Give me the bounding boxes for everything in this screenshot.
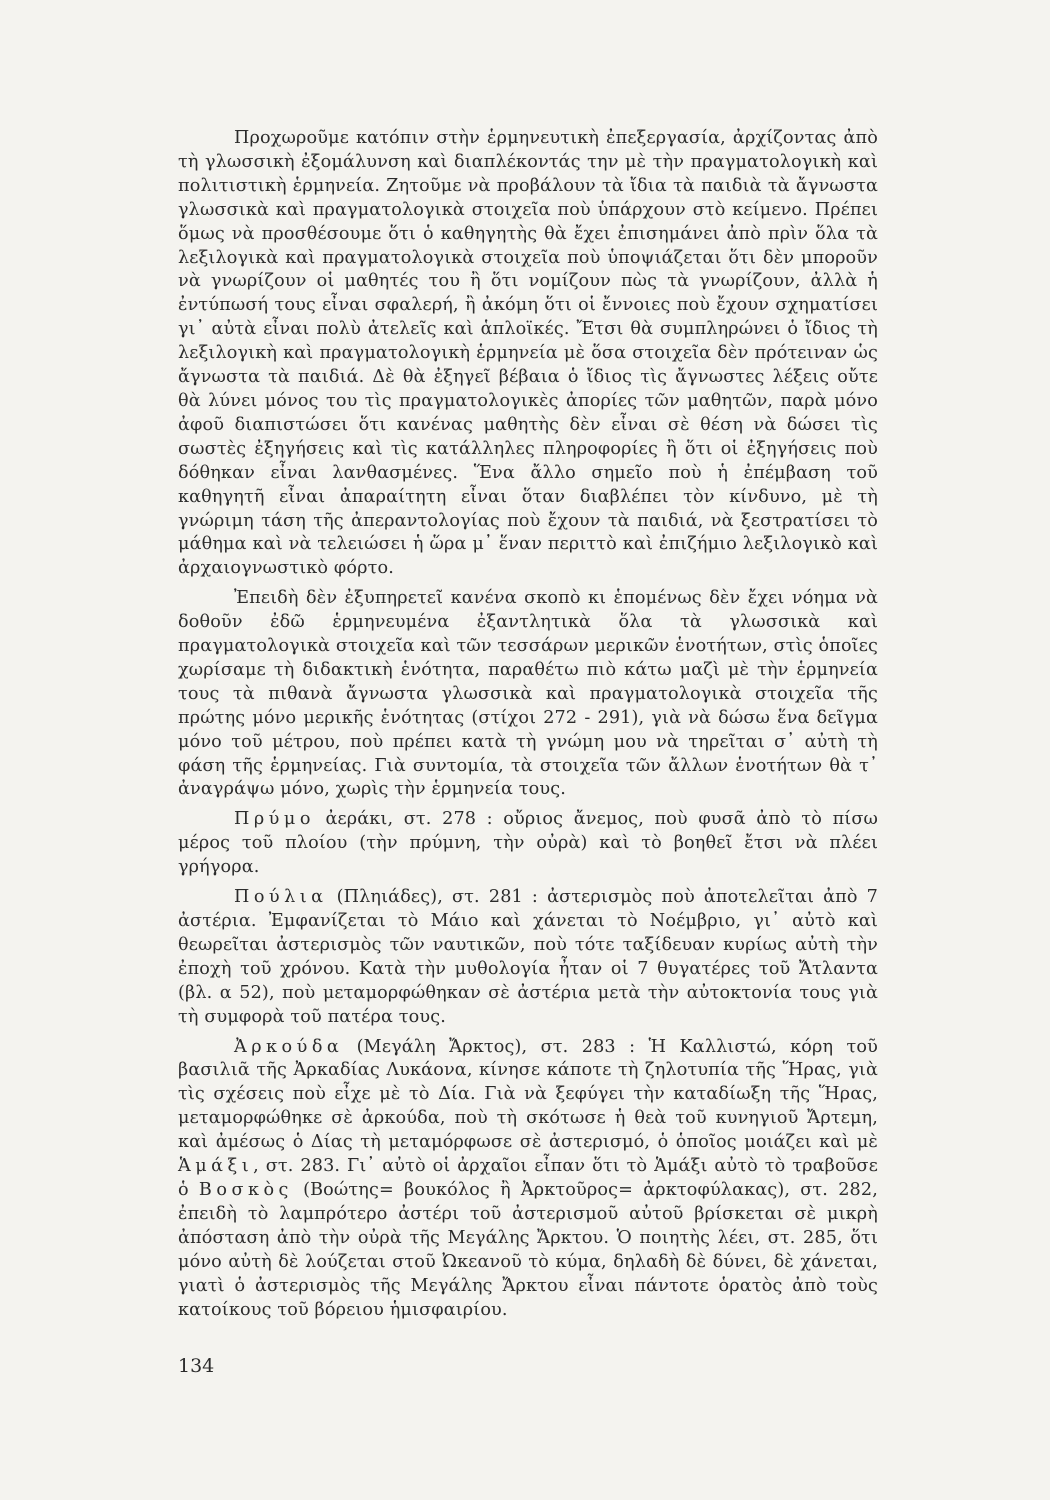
body-text bbox=[178, 127, 878, 1322]
glossary-entry-prymo bbox=[178, 808, 878, 880]
glossary-term: Πούλια bbox=[234, 887, 328, 908]
paragraph-interpretation: Προχωροῦμε κατόπιν στὴν ἑρμηνευτικὴ ἐπεξεργασία, ἀρχίζοντας ἀπὸ τὴ γλωσσικὴ ἐξομάλυνση καὶ διαπλέκοντάς την μὲ τὴν πραγματολογικὴ καὶ πολιτιστικὴ ἑρμηνεία. Ζητοῦμε νὰ προβάλουν τὰ ἴδια τὰ παιδιὰ τὰ ἄγνωστα γλωσσικὰ καὶ πραγματολογικὰ στοιχεῖα ποὺ ὑπάρχουν στὸ κείμενο. Πρέπει ὅμως νὰ προσθέσουμε ὅτι ὁ καθηγητὴς θὰ ἔχει ἐπισημάνει ἀπὸ πρὶν ὅλα τὰ λεξιλογικὰ καὶ πραγματολογικὰ στοιχεῖα ποὺ ὑποψιάζεται ὅτι δὲν μποροῦν νὰ γνωρίζουν οἱ μαθητές του ἢ ὅτι νομίζουν πὼς τὰ γνωρίζουν, ἀλλὰ ἡ ἐντύπωσή τους εἶναι σφαλερή, ἢ ἀκόμη ὅτι οἱ ἔννοιες ποὺ ἔχουν σχηματίσει γι᾽ αὐτὰ εἶναι πολὺ ἀτελεῖς καὶ ἁπλοϊκές. Ἔτσι θὰ συμπληρώνει ὁ ἴδιος τὴ λεξιλογικὴ καὶ πραγματολογικὴ ἑρμηνεία μὲ ὅσα στοιχεῖα δὲν πρότειναν ὡς ἄγνωστα τὰ παιδιά. Δὲ θὰ ἐξηγεῖ βέβαια ὁ ἴδιος τὶς ἄγνωστες λέξεις οὔτε θὰ λύνει μόνος του τὶς πραγματολογικὲς ἀπορίες τῶν μαθητῶν, παρὰ μόνο ἀφοῦ διαπιστώσει ὅτι κανένας μαθητὴς δὲν εἶναι σὲ θέση νὰ δώσει τὶς σωστὲς ἐξηγήσεις καὶ τὶς κατάλληλες πληροφορίες ἢ ὅτι οἱ ἐξηγήσεις ποὺ δόθηκαν εἶναι λανθασμένες. Ἕνα ἄλλο σημεῖο ποὺ ἡ ἐπέμβαση τοῦ καθηγητῆ εἶναι ἀπαραίτητη εἶναι ὅταν διαβλέπει τὸν κίνδυνο, μὲ τὴ γνώριμη τάση τῆς ἀπεραντολογίας ποὺ ἔχουν τὰ παιδιά, νὰ ξεστρατίσει τὸ μάθημα καὶ νὰ τελειώσει ἡ ὥρα μ᾽ ἕναν περιττὸ καὶ ἐπιζήμιο λεξιλογικὸ καὶ ἀρχαιογνωστικὸ φόρτο. bbox=[178, 128, 878, 579]
page-number: 134 bbox=[178, 1355, 215, 1377]
glossary-definition: (Πληιάδες), στ. 281 : ἀστερισμὸς ποὺ ἀποτελεῖται ἀπὸ 7 ἀστέρια. Ἐμφανίζεται τὸ Μάιο καὶ χάνεται τὸ Νοέμβριο, γι᾽ αὐτὸ καὶ θεωρεῖται ἀστερισμὸς τῶν ναυτικῶν, ποὺ τότε ταξίδευαν κυρίως αὐτὴ τὴν ἐποχὴ τοῦ χρόνου. Κατὰ τὴν μυθολογία ἦταν οἱ 7 θυγατέρες τοῦ Ἄτλαντα (βλ. α 52), ποὺ μεταμορφώθηκαν σὲ ἀστέρια μετὰ τὴν αὐτοκτονία τους γιὰ τὴ συμφορὰ τοῦ πατέρα τους. bbox=[178, 887, 878, 1027]
glossary-term: Πρύμο bbox=[234, 809, 315, 830]
glossary-entry-poulia bbox=[178, 886, 878, 1029]
glossary-definition: (Μεγάλη Ἄρκτος), στ. 283 : Ἡ Καλλιστώ, κόρη τοῦ βασιλιᾶ τῆς Ἀρκαδίας Λυκάονα, κίνησε κάποτε τὴ ζηλοτυπία τῆς Ἥρας, γιὰ τὶς σχέσεις ποὺ εἶχε μὲ τὸ Δία. Γιὰ νὰ ξεφύγει τὴν καταδίωξη τῆς Ἥρας, μεταμορφώθηκε σὲ ἀρκούδα, ποὺ τὴ σκότωσε ἡ θεὰ τοῦ κυνηγιοῦ Ἄρτεμη, καὶ ἀμέσως ὁ Δίας τὴ μεταμόρφωσε σὲ ἀστερισμό, ὁ ὁποῖος μοιάζει καὶ μὲ bbox=[178, 1036, 878, 1153]
glossary-definition-voskos: (Βοώτης= βουκόλος ἢ Ἀρκτοῦρος= ἀρκτοφύλακας), στ. 282, ἐπειδὴ τὸ λαμπρότερο ἀστέρι τοῦ ἀστερισμοῦ αὐτοῦ βρίσκεται σὲ μικρὴ ἀπόσταση ἀπὸ τὴν οὐρὰ τῆς Μεγάλης Ἄρκτου. Ὁ ποιητὴς λέει, στ. 285, ὅτι μόνο αὐτὴ δὲ λούζεται στοῦ Ὠκεανοῦ τὸ κύμα, δηλαδὴ δὲ δύνει, δὲ χάνεται, γιατὶ ὁ ἀστερισμὸς τῆς Μεγάλης Ἄρκτου εἶναι πάντοτε ὁρατὸς ἀπὸ τοὺς κατοίκους τοῦ βόρειου ἡμισφαιρίου. bbox=[178, 1179, 878, 1320]
glossary-entry-arkouda bbox=[178, 1036, 878, 1323]
paragraph-glossary-intro: Ἐπειδὴ δὲν ἐξυπηρετεῖ κανένα σκοπὸ κι ἑπομένως δὲν ἔχει νόημα νὰ δοθοῦν ἐδῶ ἑρμηνευμένα ἐξαντλητικὰ ὅλα τὰ γλωσσικὰ καὶ πραγματολογικὰ στοιχεῖα καὶ τῶν τεσσάρων μερικῶν ἑνοτήτων, στὶς ὁποῖες χωρίσαμε τὴ διδακτικὴ ἑνότητα, παραθέτω πιὸ κάτω μαζὶ μὲ τὴν ἑρμηνεία τους τὰ πιθανὰ ἄγνωστα γλωσσικὰ καὶ πραγματολογικὰ στοιχεῖα τῆς πρώτης μόνο μερικῆς ἑνότητας (στίχοι 272 - 291), γιὰ νὰ δώσω ἕνα δεῖγμα μόνο τοῦ μέτρου, ποὺ πρέπει κατὰ τὴ γνώμη μου νὰ τηρεῖται σ᾽ αὐτὴ τὴ φάση τῆς ἑρμηνείας. Γιὰ συντομία, τὰ στοιχεῖα τῶν ἄλλων ἑνοτήτων θὰ τ᾽ ἀναγράψω μόνο, χωρὶς τὴν ἑρμηνεία τους. bbox=[178, 588, 878, 800]
glossary-definition-amaxi: , στ. 283. Γι᾽ αὐτὸ οἱ ἀρχαῖοι εἶπαν ὅτι τὸ Ἁμάξι αὐτὸ τὸ τραβοῦσε ὁ bbox=[178, 1156, 878, 1200]
glossary-term-amaxi: Ἁμάξι bbox=[178, 1156, 254, 1177]
glossary-term-voskos: Βοσκὸς bbox=[198, 1179, 293, 1200]
glossary-term: Ἀρκούδα bbox=[234, 1036, 344, 1057]
glossary-definition: ἀεράκι, στ. 278 : οὔριος ἄνεμος, ποὺ φυσᾶ ἀπὸ τὸ πίσω μέρος τοῦ πλοίου (τὴν πρύμνη, τὴν οὐρὰ) καὶ τὸ βοηθεῖ ἔτσι νὰ πλέει γρήγορα. bbox=[178, 809, 878, 878]
